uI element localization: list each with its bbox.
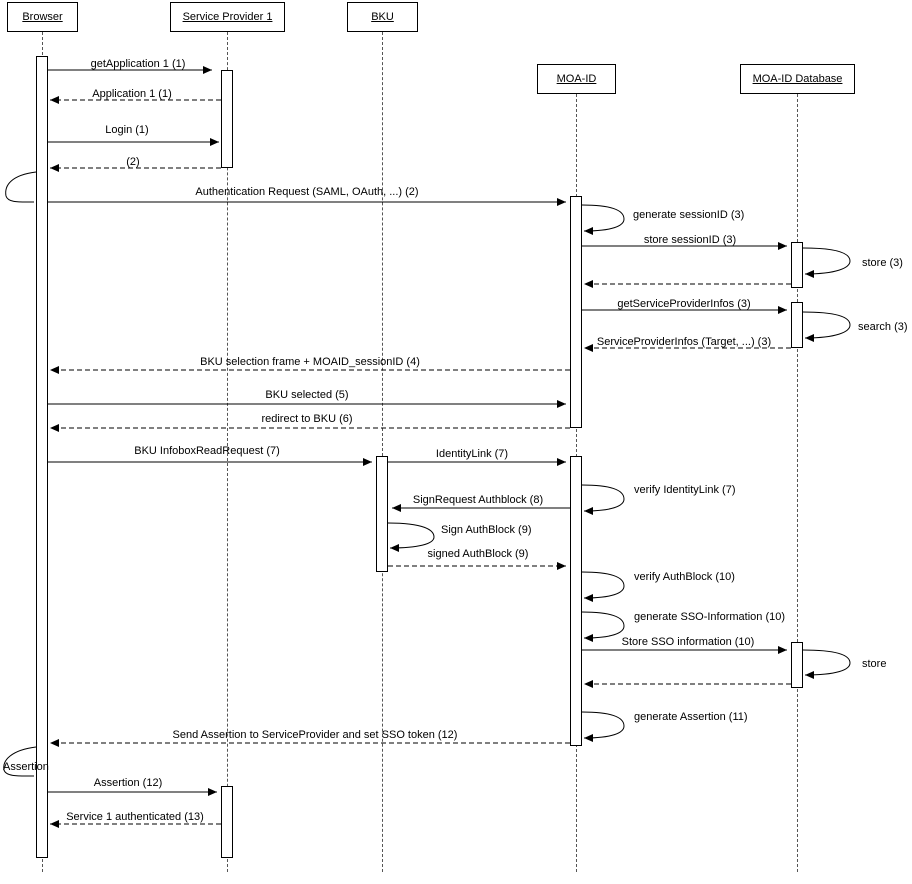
lifeline-label-moa-id-database: MOA-ID Database (752, 73, 843, 85)
lifeline-label-service-provider-1: Service Provider 1 (182, 11, 273, 23)
lifeline-label-browser: Browser (22, 11, 63, 23)
activation-moa-id-b (570, 456, 582, 746)
lifeline-line-bku (382, 32, 383, 872)
activation-moa-id-database-c (791, 642, 803, 688)
activation-moa-id-database-b (791, 302, 803, 348)
message-label-assertion-12: Assertion (12) (93, 777, 163, 789)
message-label-bku-selected: BKU selected (5) (265, 389, 349, 401)
message-label-bku-infoboxreadrequest: BKU InfoboxReadRequest (7) (134, 445, 280, 457)
message-label-login: Login (1) (105, 124, 149, 136)
lifeline-head-browser (7, 2, 78, 32)
message-label-store: store (862, 658, 887, 670)
message-label-store-3: store (3) (862, 257, 903, 269)
message-label-store-sso-information: Store SSO information (10) (621, 636, 755, 648)
message-label-getserviceproviderinfos: getServiceProviderInfos (3) (617, 298, 751, 310)
message-label-verify-authblock: verify AuthBlock (10) (634, 571, 735, 583)
message-label-getapplication-1: getApplication 1 (1) (90, 58, 186, 70)
activation-moa-id-database-a (791, 242, 803, 288)
message-label-signrequest-authblock: SignRequest Authblock (8) (412, 494, 544, 506)
activation-service-provider-1-b (221, 786, 233, 858)
message-label-identitylink: IdentityLink (7) (435, 448, 509, 460)
lifeline-head-service-provider-1 (170, 2, 285, 32)
lifeline-head-moa-id (537, 64, 616, 94)
message-label-redirect-to-bku: redirect to BKU (6) (261, 413, 353, 425)
lifeline-head-bku (347, 2, 418, 32)
message-label-generate-sso-information: generate SSO-Information (10) (634, 611, 786, 623)
lifeline-label-bku: BKU (371, 11, 394, 23)
message-label-authentication-request: Authentication Request (SAML, OAuth, ...) (2) (195, 186, 419, 198)
message-label-store-sessionid: store sessionID (3) (643, 234, 737, 246)
activation-moa-id-a (570, 196, 582, 428)
message-label-generate-assertion: generate Assertion (11) (634, 711, 748, 723)
message-label-verify-identitylink: verify IdentityLink (7) (634, 484, 736, 496)
message-label-search-3: search (3) (858, 321, 908, 333)
activation-bku (376, 456, 388, 572)
message-label-signed-authblock: signed AuthBlock (9) (427, 548, 529, 560)
lifeline-label-moa-id: MOA-ID (556, 73, 597, 85)
message-label-return-2: (2) (126, 156, 140, 168)
message-label-generate-sessionid: generate sessionID (3) (633, 209, 745, 221)
message-label-application-1: Application 1 (1) (92, 88, 172, 100)
activation-service-provider-1-a (221, 70, 233, 168)
message-label-bku-selection-frame: BKU selection frame + MOAID_sessionID (4) (200, 356, 420, 368)
message-label-send-assertion: Send Assertion to ServiceProvider and set SSO token (12) (172, 729, 458, 741)
lifeline-line-moa-id-database (797, 94, 798, 872)
lifeline-head-moa-id-database (740, 64, 855, 94)
message-label-assertion-self: Assertion (3, 761, 49, 773)
message-label-service-1-authenticated: Service 1 authenticated (13) (66, 811, 204, 823)
message-label-serviceproviderinfos: ServiceProviderInfos (Target, ...) (3) (596, 336, 772, 348)
message-label-sign-authblock: Sign AuthBlock (9) (441, 524, 532, 536)
activation-browser (36, 56, 48, 858)
